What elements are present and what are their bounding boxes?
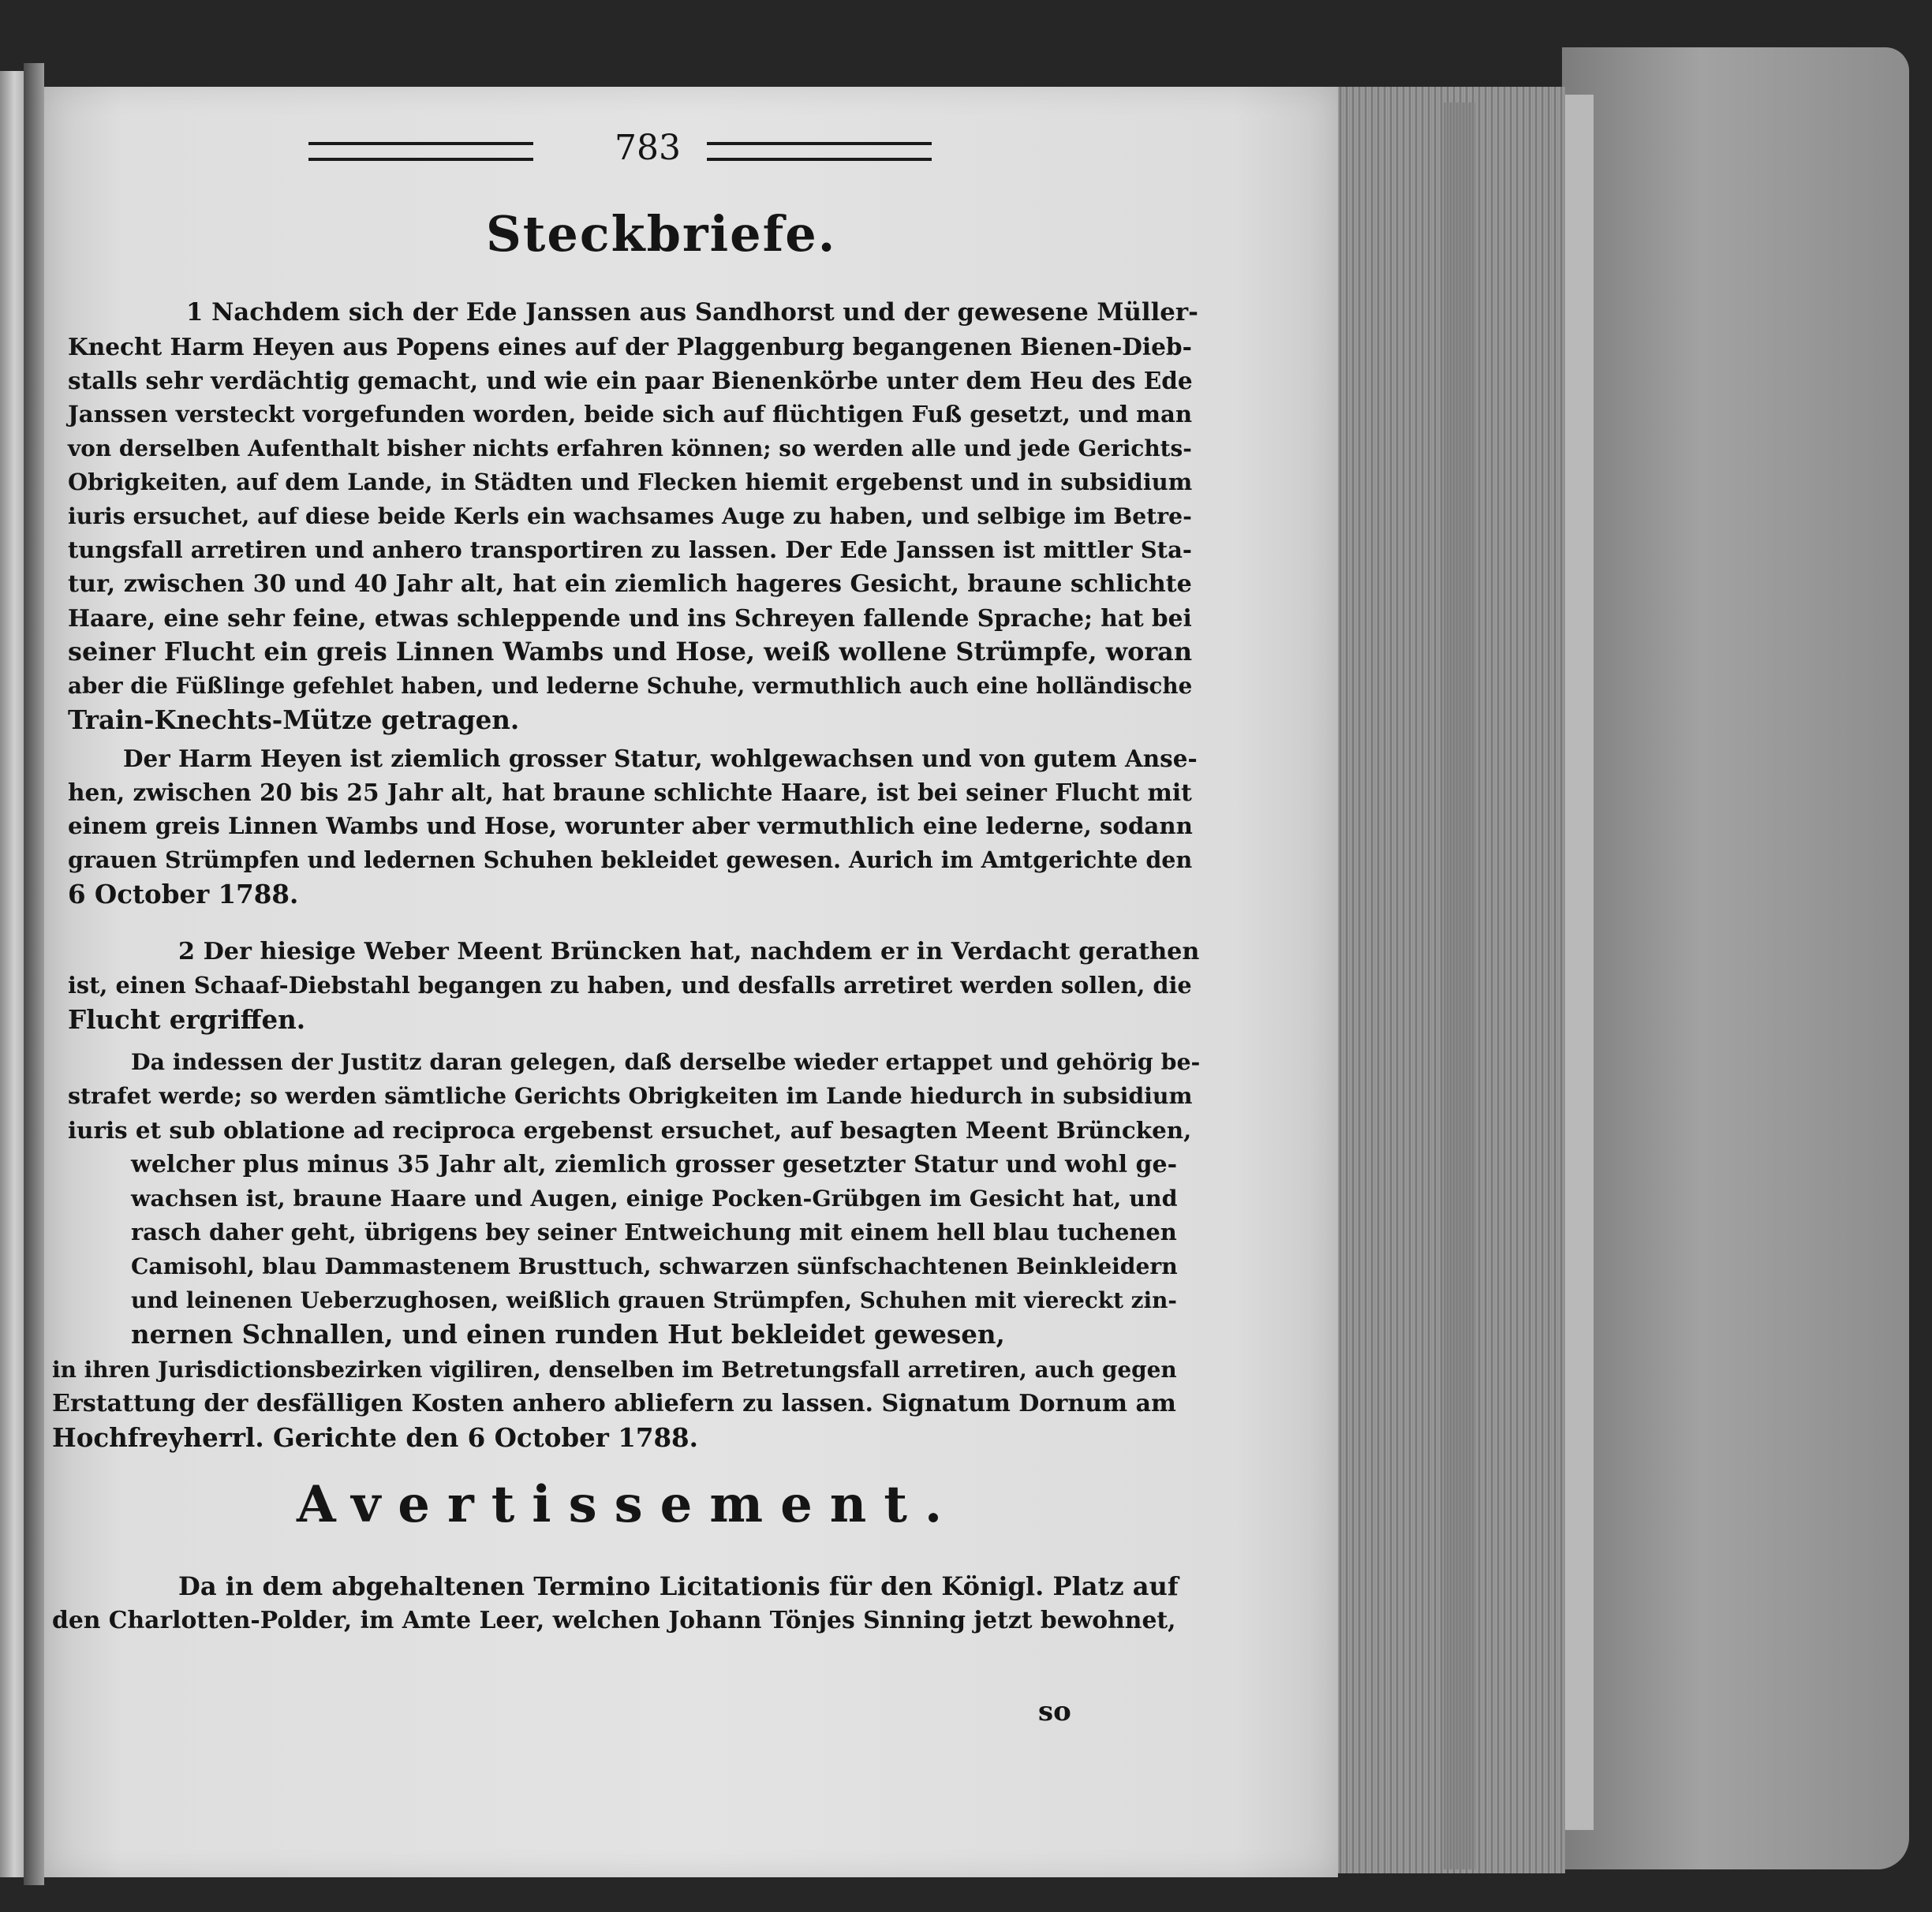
- text-line: Train-Knechts-Mütze getragen.: [68, 704, 520, 735]
- text-line: iuris et sub oblatione ad reciproca ergebenst ersuchet, auf besagten Meent Brüncken,: [68, 1116, 1192, 1144]
- text-line: Hochfreyherrl. Gerichte den 6 October 1788.: [52, 1422, 698, 1453]
- facing-page-sliver: [0, 71, 24, 1877]
- notice-1-description: [68, 741, 1204, 911]
- avertissement-text: [52, 1570, 1188, 1638]
- book-cover: [1562, 47, 1909, 1869]
- header-rule-left: [308, 142, 533, 161]
- notice-2: [68, 935, 1204, 1036]
- notice-2-closing: [52, 1353, 1188, 1455]
- text-line: Janssen versteckt vorgefunden worden, beide sich auf flüchtigen Fuß gesetzt, und man: [68, 401, 1193, 428]
- text-line: Obrigkeiten, auf dem Lande, in Städten und Flecken hiemit ergebenst und in subsidium: [68, 469, 1193, 495]
- text-line: tungsfall arretiren und anhero transportiren zu lassen. Der Ede Janssen ist mittler Sta-: [68, 536, 1192, 563]
- text-line: 1 Nachdem sich der Ede Janssen aus Sandhorst und der gewesene Müller-: [186, 298, 1198, 327]
- text-line: Flucht ergriffen.: [68, 1004, 306, 1035]
- text-line: und leinenen Ueberzughosen, weißlich grauen Strümpfen, Schuhen mit viereckt zin-: [131, 1287, 1177, 1313]
- catchword: so: [1038, 1696, 1071, 1727]
- text-line: nernen Schnallen, und einen runden Hut bekleidet gewesen,: [131, 1319, 1005, 1350]
- text-line: ist, einen Schaaf-Diebstahl begangen zu haben, und desfalls arretiret werden sollen, die: [68, 972, 1192, 999]
- text-line: iuris ersuchet, auf diese beide Kerls ein wachsames Auge zu haben, und selbige im Betre-: [68, 502, 1192, 529]
- text-line: den Charlotten-Polder, im Amte Leer, welchen Johann Tönjes Sinning jetzt bewohnet,: [52, 1607, 1176, 1634]
- text-line: Erstattung der desfälligen Kosten anhero abliefern zu lassen. Signatum Dornum am: [52, 1390, 1176, 1417]
- text-line: wachsen ist, braune Haare und Augen, einige Pocken-Grübgen im Gesicht hat, und: [131, 1185, 1178, 1212]
- page-edges-shadow: [1444, 103, 1475, 1869]
- header-rule-right: [707, 142, 932, 161]
- text-line: 6 October 1788.: [68, 879, 299, 909]
- text-line: aber die Füßlinge gefehlet haben, und lederne Schuhe, vermuthlich auch eine holländische: [68, 673, 1193, 699]
- text-line: strafet werde; so werden sämtliche Gerichts Obrigkeiten im Lande hiedurch in subsidium: [68, 1082, 1193, 1109]
- page-number: 783: [615, 128, 681, 168]
- text-line: grauen Strümpfen und ledernen Schuhen bekleidet gewesen. Aurich im Amtgerichte den: [68, 846, 1193, 873]
- book-page: [44, 87, 1338, 1877]
- page-header: [308, 128, 940, 174]
- text-line: stalls sehr verdächtig gemacht, und wie ein paar Bienenkörbe unter dem Heu des Ede: [68, 367, 1193, 394]
- text-line: seiner Flucht ein greis Linnen Wambs und Hose, weiß wollene Strümpfe, woran: [68, 637, 1193, 667]
- text-line: 2 Der hiesige Weber Meent Brüncken hat, nachdem er in Verdacht gerathen: [178, 938, 1200, 965]
- text-line: Haare, eine sehr feine, etwas schleppende und ins Schreyen fallende Sprache; hat bei: [68, 604, 1192, 632]
- avertissement-title: Avertissement.: [297, 1475, 960, 1534]
- notice-2-description: [131, 1148, 1188, 1351]
- text-line: Da indessen der Justitz daran gelegen, daß derselbe wieder ertappet und gehörig be-: [131, 1048, 1201, 1075]
- notice-2-request: [68, 1045, 1204, 1147]
- notice-1: [68, 296, 1204, 737]
- text-line: Da in dem abgehaltenen Termino Licitationis für den Königl. Platz auf: [178, 1571, 1179, 1601]
- text-line: Knecht Harm Heyen aus Popens eines auf der Plaggenburg begangenen Bienen-Dieb-: [68, 333, 1192, 360]
- text-line: von derselben Aufenthalt bisher nichts erfahren können; so werden alle und jede Gerichts-: [68, 435, 1192, 461]
- text-line: welcher plus minus 35 Jahr alt, ziemlich grosser gesetzter Statur und wohl ge-: [131, 1151, 1178, 1178]
- text-line: in ihren Jurisdictionsbezirken vigiliren, denselben im Betretungsfall arretiren, auch gegen: [52, 1357, 1177, 1383]
- text-line: tur, zwischen 30 und 40 Jahr alt, hat ein ziemlich hageres Gesicht, braune schlichte: [68, 570, 1192, 598]
- book-gutter: [24, 63, 44, 1885]
- text-line: einem greis Linnen Wambs und Hose, worunter aber vermuthlich eine lederne, sodann: [68, 812, 1193, 839]
- text-line: rasch daher geht, übrigens bey seiner Entweichung mit einem hell blau tuchenen: [131, 1219, 1177, 1245]
- text-line: Camisohl, blau Dammastenem Brusttuch, schwarzen sünfschachtenen Beinkleidern: [131, 1253, 1178, 1279]
- text-line: hen, zwischen 20 bis 25 Jahr alt, hat braune schlichte Haare, ist bei seiner Flucht mit: [68, 779, 1192, 806]
- section-title: Steckbriefe.: [486, 205, 837, 263]
- text-line: Der Harm Heyen ist ziemlich grosser Statur, wohlgewachsen und von gutem Anse-: [123, 745, 1198, 772]
